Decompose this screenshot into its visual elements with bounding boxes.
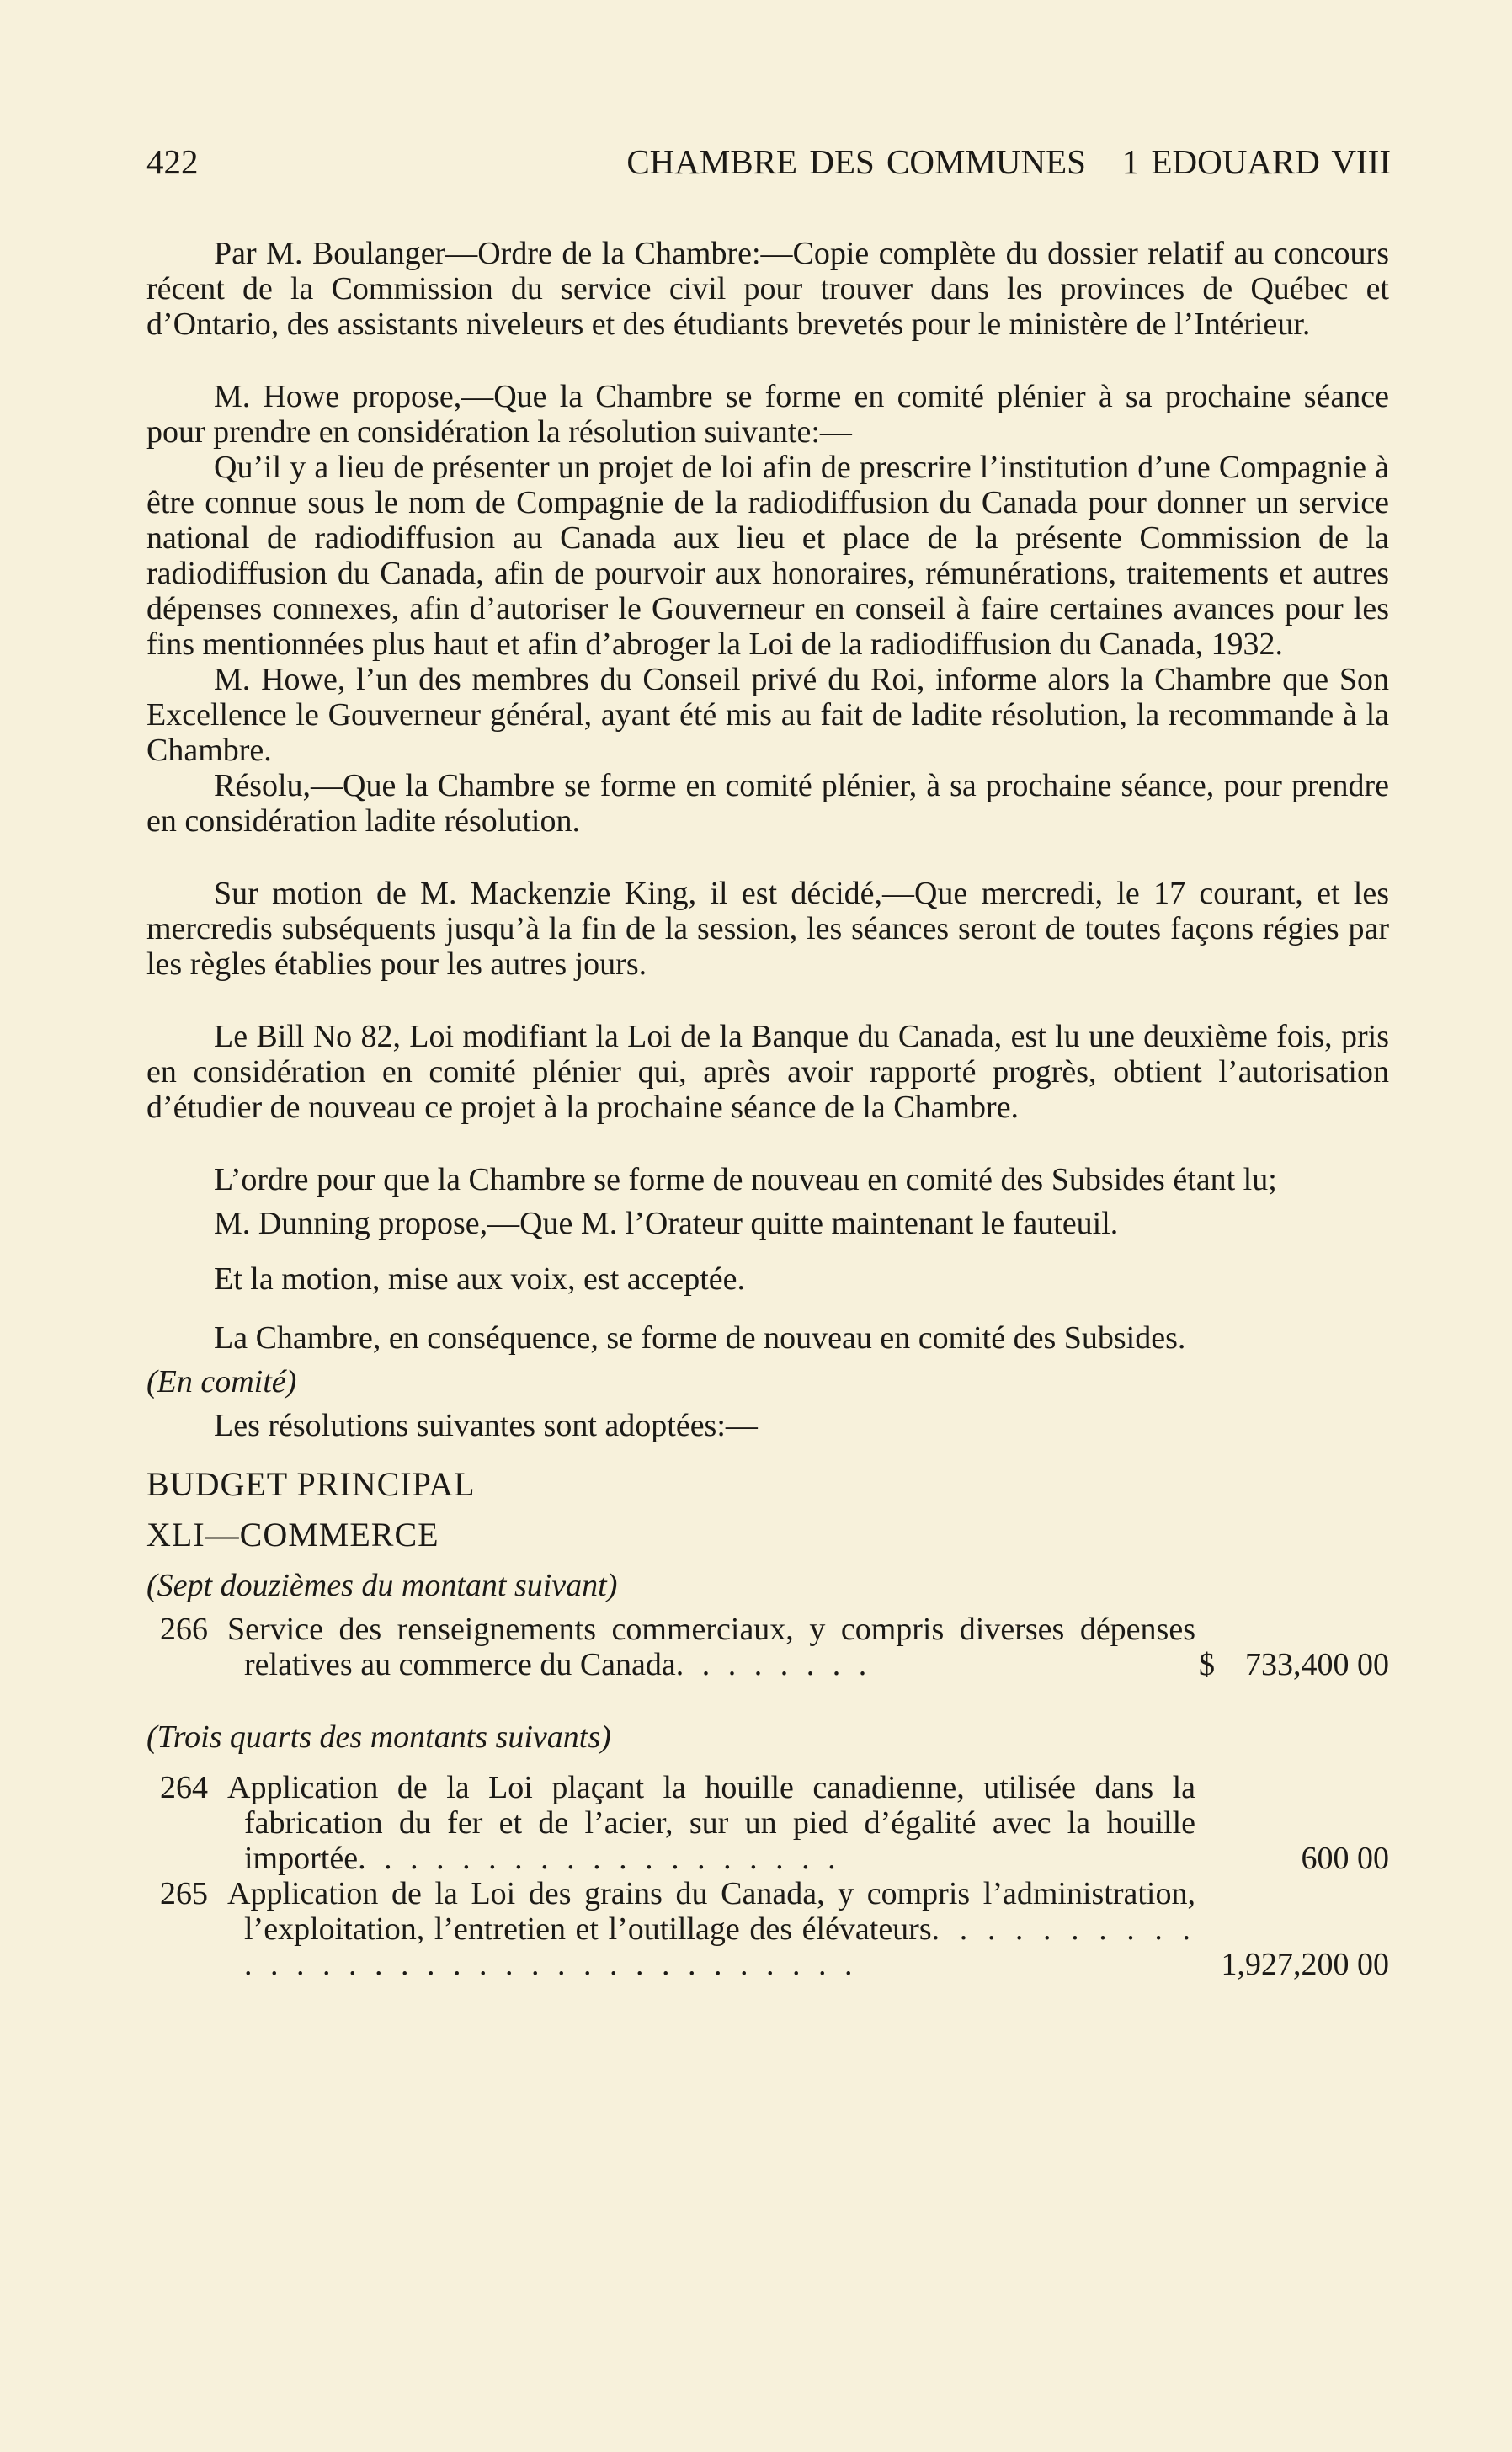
item-description: Service des renseignements commerciaux, y compris diverses dépenses relatives au commerce du Canada. . . . . . . . xyxy=(227,1612,1195,1682)
document-body xyxy=(146,236,1389,1982)
paragraph-supply-order: L’ordre pour que la Chambre se forme de nouveau en comité des Subsides étant lu; xyxy=(214,1162,1277,1197)
dot-leader: . . . . . . . . xyxy=(675,1647,872,1682)
paragraph-resolutions-adopted: Les résolutions suivantes sont adoptées:— xyxy=(214,1408,758,1443)
currency-symbol: $ xyxy=(1199,1647,1215,1682)
in-committee-label: (En comité) xyxy=(146,1364,297,1399)
section-label-three-quarters: (Trois quarts des montants suivants) xyxy=(146,1719,611,1755)
paragraph-dunning-motion: M. Dunning propose,—Que M. l’Orateur quitte maintenant le fauteuil. xyxy=(214,1206,1119,1241)
budget-item-265 xyxy=(146,1876,1389,1982)
paragraph-bill-82: Le Bill No 82, Loi modifiant la Loi de la Banque du Canada, est lu une deuxième fois, pris en considération en comité plénier qui, après avoir rapporté progrès, obtient l’autorisation d’étudier de nouveau ce projet à la prochaine séance de la Chambre. xyxy=(146,1019,1389,1125)
paragraph-resolved: Résolu,—Que la Chambre se forme en comité plénier, à sa prochaine séance, pour prendre en considération ladite résolution. xyxy=(146,768,1389,839)
paragraph-resolution-text: Qu’il y a lieu de présenter un projet de loi afin de prescrire l’institution d’une Compagnie à être connue sous le nom de Compagnie de la radiodiffusion du Canada pour donner un service national de radiodiffusion au Canada aux lieu et place de la présente Commission de la radiodiffusion du Canada, afin de pourvoir aux honoraires, rémunérations, traitements et autres dépenses connexes, afin d’autoriser le Gouverneur en conseil à faire certaines avances pour les fins mentionnées plus haut et afin d’abroger la Loi de la radiodiffusion du Canada, 1932. xyxy=(146,450,1389,662)
paragraph-howe-recommendation: M. Howe, l’un des membres du Conseil privé du Roi, informe alors la Chambre que Son Excellence le Gouverneur général, ayant été mis au fait de ladite résolution, la recommande à la Chambre. xyxy=(146,662,1389,768)
page-header xyxy=(146,141,1391,192)
page-number: 422 xyxy=(146,142,199,181)
item-amount: $ 733,400 00 xyxy=(1199,1647,1389,1682)
paragraph-committee-of-supply: La Chambre, en conséquence, se forme de nouveau en comité des Subsides. xyxy=(214,1320,1186,1356)
budget-item-264 xyxy=(146,1770,1389,1876)
item-amount: 600 00 xyxy=(1195,1841,1389,1876)
paragraph-motion-accepted: Et la motion, mise aux voix, est acceptée. xyxy=(214,1261,746,1297)
paragraph-mackenzie-king-motion: Sur motion de M. Mackenzie King, il est décidé,—Que mercredi, le 17 courant, et les mercredis subséquents jusqu’à la fin de la session, les séances seront de toutes façons régies par les règles établies pour les autres jours. xyxy=(146,876,1389,982)
currency-symbol xyxy=(1199,1947,1219,1982)
paragraph-howe-motion: M. Howe propose,—Que la Chambre se forme en comité plénier à sa prochaine séance pour prendre en considération la résolution suivante:— xyxy=(146,379,1389,450)
paragraph-boulanger-order: Par M. Boulanger—Ordre de la Chambre:—Copie complète du dossier relatif au concours récent de la Commission du service civil pour trouver dans les provinces de Québec et d’Ontario, des assistants niveleurs et des étudiants brevetés pour le ministère de l’Intérieur. xyxy=(146,236,1389,342)
item-description: Application de la Loi plaçant la houille canadienne, utilisée dans la fabrication du fer et de l’acier, sur un pied d’égalité avec la houille importée. . . . . . . . . . . . . . . . . . . xyxy=(227,1770,1195,1876)
currency-symbol xyxy=(1199,1841,1219,1876)
running-title: CHAMBRE DES COMMUNES 1 EDOUARD VIII xyxy=(626,142,1391,181)
budget-subheading: XLI—COMMERCE xyxy=(146,1516,439,1554)
budget-item-266 xyxy=(146,1612,1389,1682)
section-label-seven-twelfths: (Sept douzièmes du montant suivant) xyxy=(146,1568,618,1603)
item-number: 266 xyxy=(160,1612,208,1647)
dot-leader: . . . . . . . . . . . . . . . . . . . . . . . . . . . . . . . . . . xyxy=(244,1911,1196,1982)
budget-heading: BUDGET PRINCIPAL xyxy=(146,1465,476,1503)
item-description: Application de la Loi des grains du Canada, y compris l’administration, l’exploitation, l’entretien et l’outillage des élévateurs. . . . . . . . . . . . . . . . . . . . . . . . . . . . . . . . . . xyxy=(227,1876,1196,1982)
item-amount: 1,927,200 00 xyxy=(1195,1947,1389,1982)
item-number: 264 xyxy=(160,1770,208,1805)
dot-leader: . . . . . . . . . . . . . . . . . . . xyxy=(358,1841,841,1876)
item-number: 265 xyxy=(160,1876,208,1911)
